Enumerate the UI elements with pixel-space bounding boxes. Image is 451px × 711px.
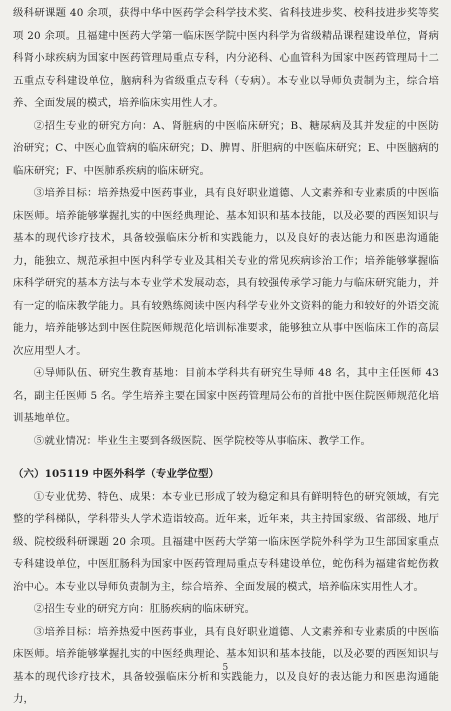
paragraph-research-directions: ②招生专业的研究方向：A、肾脏病的中医临床研究；B、糖尿病及其并发症的中医防治研究；C、中医心血管病的临床研究；D、脾胃、肝胆病的中医临床研究；E、中医脑病的临床研究；F、中医肺系疾病的临床研究。 xyxy=(13,119,439,177)
paragraph-research-direction-2: ②招生专业的研究方向：肛肠疾病的临床研究。 xyxy=(33,603,256,615)
paragraph-intro-continued: 级科研课题 40 余项，获得中华中医药学会科学技术奖、省科技进步奖、校科技进步奖等奖项 20 余项。且福建中医药大学第一临床医学院中医内科学为省级精品课程建设单位，肾病科肾小球疾病为国家中医药管理局重点专科，内分泌科、心血管科为国家中医药管理局十二五重点专科建设单位，脑病科为省级重点专科（专病）。本专业以导师负责制为主，综合培养、全面发展的模式，培养临床实用性人才。 xyxy=(13,7,439,109)
page-number: 5 xyxy=(222,663,229,673)
paragraph-supervisors: ④导师队伍、研究生教育基地：目前本学科共有研究生导师 48 名，其中主任医师 43 名，副主任医师 5 名。学生培养主要在国家中医药管理局公布的首批中医住院医师规范化培训基地单位。 xyxy=(13,367,439,424)
section-heading: （六）105119 中医外科学（专业学位型） xyxy=(13,468,220,480)
section-gap xyxy=(13,452,439,463)
paragraph-employment: ⑤就业情况：毕业生主要到各级医院、医学院校等从事临床、教学工作。 xyxy=(33,434,372,447)
paragraph-training-goals: ③培养目标：培养热爱中医药事业，具有良好职业道德、人文素养和专业素质的中医临床医师。培养能够掌握扎实的中医经典理论、基本知识和基本技能，以及必要的西医知识与基本的现代诊疗技术，具备较强临床分析和实践能力，以及良好的表达能力和医患沟通能力，能独立、规范承担中医内科学专业及其相关专业的常见疾病诊治工作；培养能够掌握临床科学研究的基本方法与本专业学术发展动态，具有较强传承学习能力与临床研究能力，并有一定的临床教学能力。具有较熟练阅读中医内科学专业外文资料的能力和较好的外语交流能力，培养能够达到中医住院医师规范化培训标准要求，能够独立从事中医临床工作的高层次应用型人才。 xyxy=(13,187,439,357)
paragraph-advantages: ①专业优势、特色、成果：本专业已形成了较为稳定和具有鲜明特色的研究领域，有完整的学科梯队，学科带头人学术造诣较高。近年来，近年来，共主持国家级、省部级、地厅级、院校级科研课题 20 余项。且福建中医药大学第一临床医学院外科学为卫生部国家重点专科建设单位，中医肛肠科为国家中医药管理局重点专科建设单位，蛇伤科为福建省蛇伤救治中心。本专业以导师负责制为主，综合培养、全面发展的模式，培养临床实用性人才。 xyxy=(13,490,439,593)
paragraph-training-goals-2: ③培养目标：培养热爱中医药事业，具有良好职业道德、人文素养和专业素质的中医临床医师。培养能够掌握扎实的中医经典理论、基本知识和基本技能，以及必要的西医知识与基本的现代诊疗技术，具备较强临床分析和实践能力，以及良好的表达能力和医患沟通能力， xyxy=(13,625,439,705)
